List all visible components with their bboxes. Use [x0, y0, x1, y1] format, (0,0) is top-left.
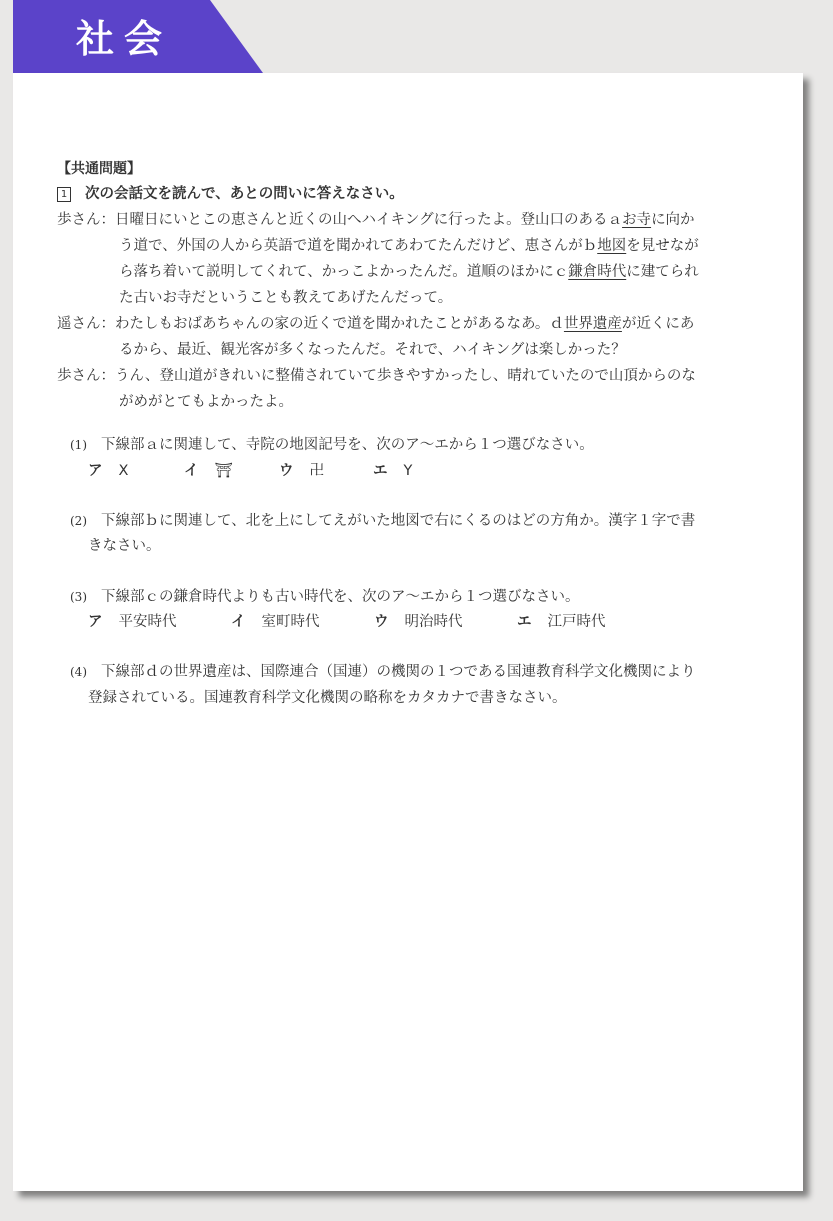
dialogue-line-1	[57, 210, 695, 230]
dialogue-text: を見せなが	[626, 238, 699, 254]
question-number: (2)	[70, 514, 87, 528]
choice-label: ア	[88, 463, 103, 479]
dialogue-line-2	[119, 236, 699, 256]
choice-label: ウ	[374, 614, 389, 630]
underline-mark: ｂ	[582, 238, 598, 254]
speaker-label: 歩さん：	[57, 368, 115, 384]
dialogue-text: う道で、外国の人から英語で道を聞かれてあわてたんだけど、恵さんが	[119, 238, 583, 254]
dialogue-text: に建てられ	[626, 264, 699, 280]
choice-value: 明治時代	[404, 614, 463, 630]
question-text: 下線部ｄの世界遺産は、国際連合（国連）の機関の１つである国連教育科学文化機関により	[101, 664, 696, 680]
question-number: (3)	[70, 590, 87, 604]
choice-label: イ	[231, 614, 246, 630]
dialogue-text: ら落ち着いて説明してくれて、かっこよかったんだ。道順のほかに	[119, 264, 554, 280]
dialogue-line-4	[119, 288, 452, 308]
underlined-term: お寺	[622, 212, 652, 228]
question-1-heading	[57, 184, 404, 204]
choice-value: 平安時代	[118, 614, 177, 630]
map-symbol: X	[118, 463, 129, 479]
dialogue-text: がめがとてもよかったよ。	[119, 394, 293, 410]
question-1-4-cont: 登録されている。国連教育科学文化機関の略称をカタカナで書きなさい。	[88, 690, 567, 706]
dialogue-text: が近くにあ	[621, 316, 695, 332]
dialogue-line-6	[119, 340, 626, 360]
speaker-label: 遥さん：	[57, 316, 115, 332]
question-1-instruction: 次の会話文を読んで、あとの問いに答えなさい。	[85, 186, 404, 202]
dialogue-text: 日曜日にいとこの恵さんと近くの山へハイキングに行ったよ。登山口のある	[115, 212, 608, 228]
choice-u	[279, 461, 324, 481]
dialogue-text: た古いお寺だということも教えてあげたんだって。	[119, 290, 453, 306]
underline-mark: ｃ	[553, 264, 569, 280]
choice-a	[88, 461, 128, 481]
exam-page	[13, 73, 803, 1191]
dialogue-line-8	[119, 392, 293, 412]
choice-label: ア	[88, 614, 103, 630]
choice-value: 江戸時代	[547, 614, 606, 630]
map-symbol: ⛩	[214, 463, 233, 479]
question-1-2-cont: きなさい。	[88, 538, 161, 554]
dialogue-text: るから、最近、観光客が多くなったんだ。それで、ハイキングは楽しかった？	[119, 342, 626, 358]
choice-i	[231, 612, 320, 632]
dialogue-text: わたしもおばあちゃんの家の近くで道を聞かれたことがあるなあ。	[115, 316, 550, 332]
question-number: (1)	[70, 438, 87, 452]
map-symbol: Y	[403, 463, 413, 479]
map-symbol: 卍	[309, 463, 324, 479]
question-number: (4)	[70, 665, 87, 679]
question-number-box: 1	[57, 187, 71, 202]
choice-e	[373, 461, 412, 481]
section-heading: 【共通問題】	[57, 161, 141, 177]
choice-u	[374, 612, 463, 632]
choice-label: イ	[184, 463, 199, 479]
choice-label: エ	[517, 614, 532, 630]
choice-value: 室町時代	[261, 614, 320, 630]
dialogue-text: に向か	[651, 212, 695, 228]
choice-a	[88, 612, 177, 632]
underlined-term: 世界遺産	[563, 316, 622, 332]
question-1-3	[70, 587, 580, 607]
subject-title: 社会	[76, 17, 173, 61]
question-text: 下線部ｂに関連して、北を上にしてえがいた地図で右にくるのはどの方角か。漢字１字で書	[101, 513, 696, 529]
dialogue-line-3	[119, 262, 699, 282]
choice-label: ウ	[279, 463, 294, 479]
question-1-1	[70, 435, 594, 455]
underline-mark: ａ	[607, 212, 623, 228]
question-1-2	[70, 511, 695, 531]
choice-i	[184, 461, 233, 481]
dialogue-text: うん、登山道がきれいに整備されていて歩きやすかったし、晴れていたので山頂からのな	[115, 368, 696, 384]
choice-label: エ	[373, 463, 388, 479]
underlined-term: 地図	[597, 238, 627, 254]
dialogue-line-5	[57, 314, 694, 334]
speaker-label: 歩さん：	[57, 212, 115, 228]
question-text: 下線部ｃの鎌倉時代よりも古い時代を、次のア～エから１つ選びなさい。	[101, 589, 580, 605]
question-text: 下線部ａに関連して、寺院の地図記号を、次のア～エから１つ選びなさい。	[101, 437, 594, 453]
underline-mark: ｄ	[549, 316, 564, 332]
choice-e	[517, 612, 606, 632]
dialogue-line-7	[57, 366, 696, 386]
underlined-term: 鎌倉時代	[568, 264, 627, 280]
question-1-4	[70, 662, 696, 682]
